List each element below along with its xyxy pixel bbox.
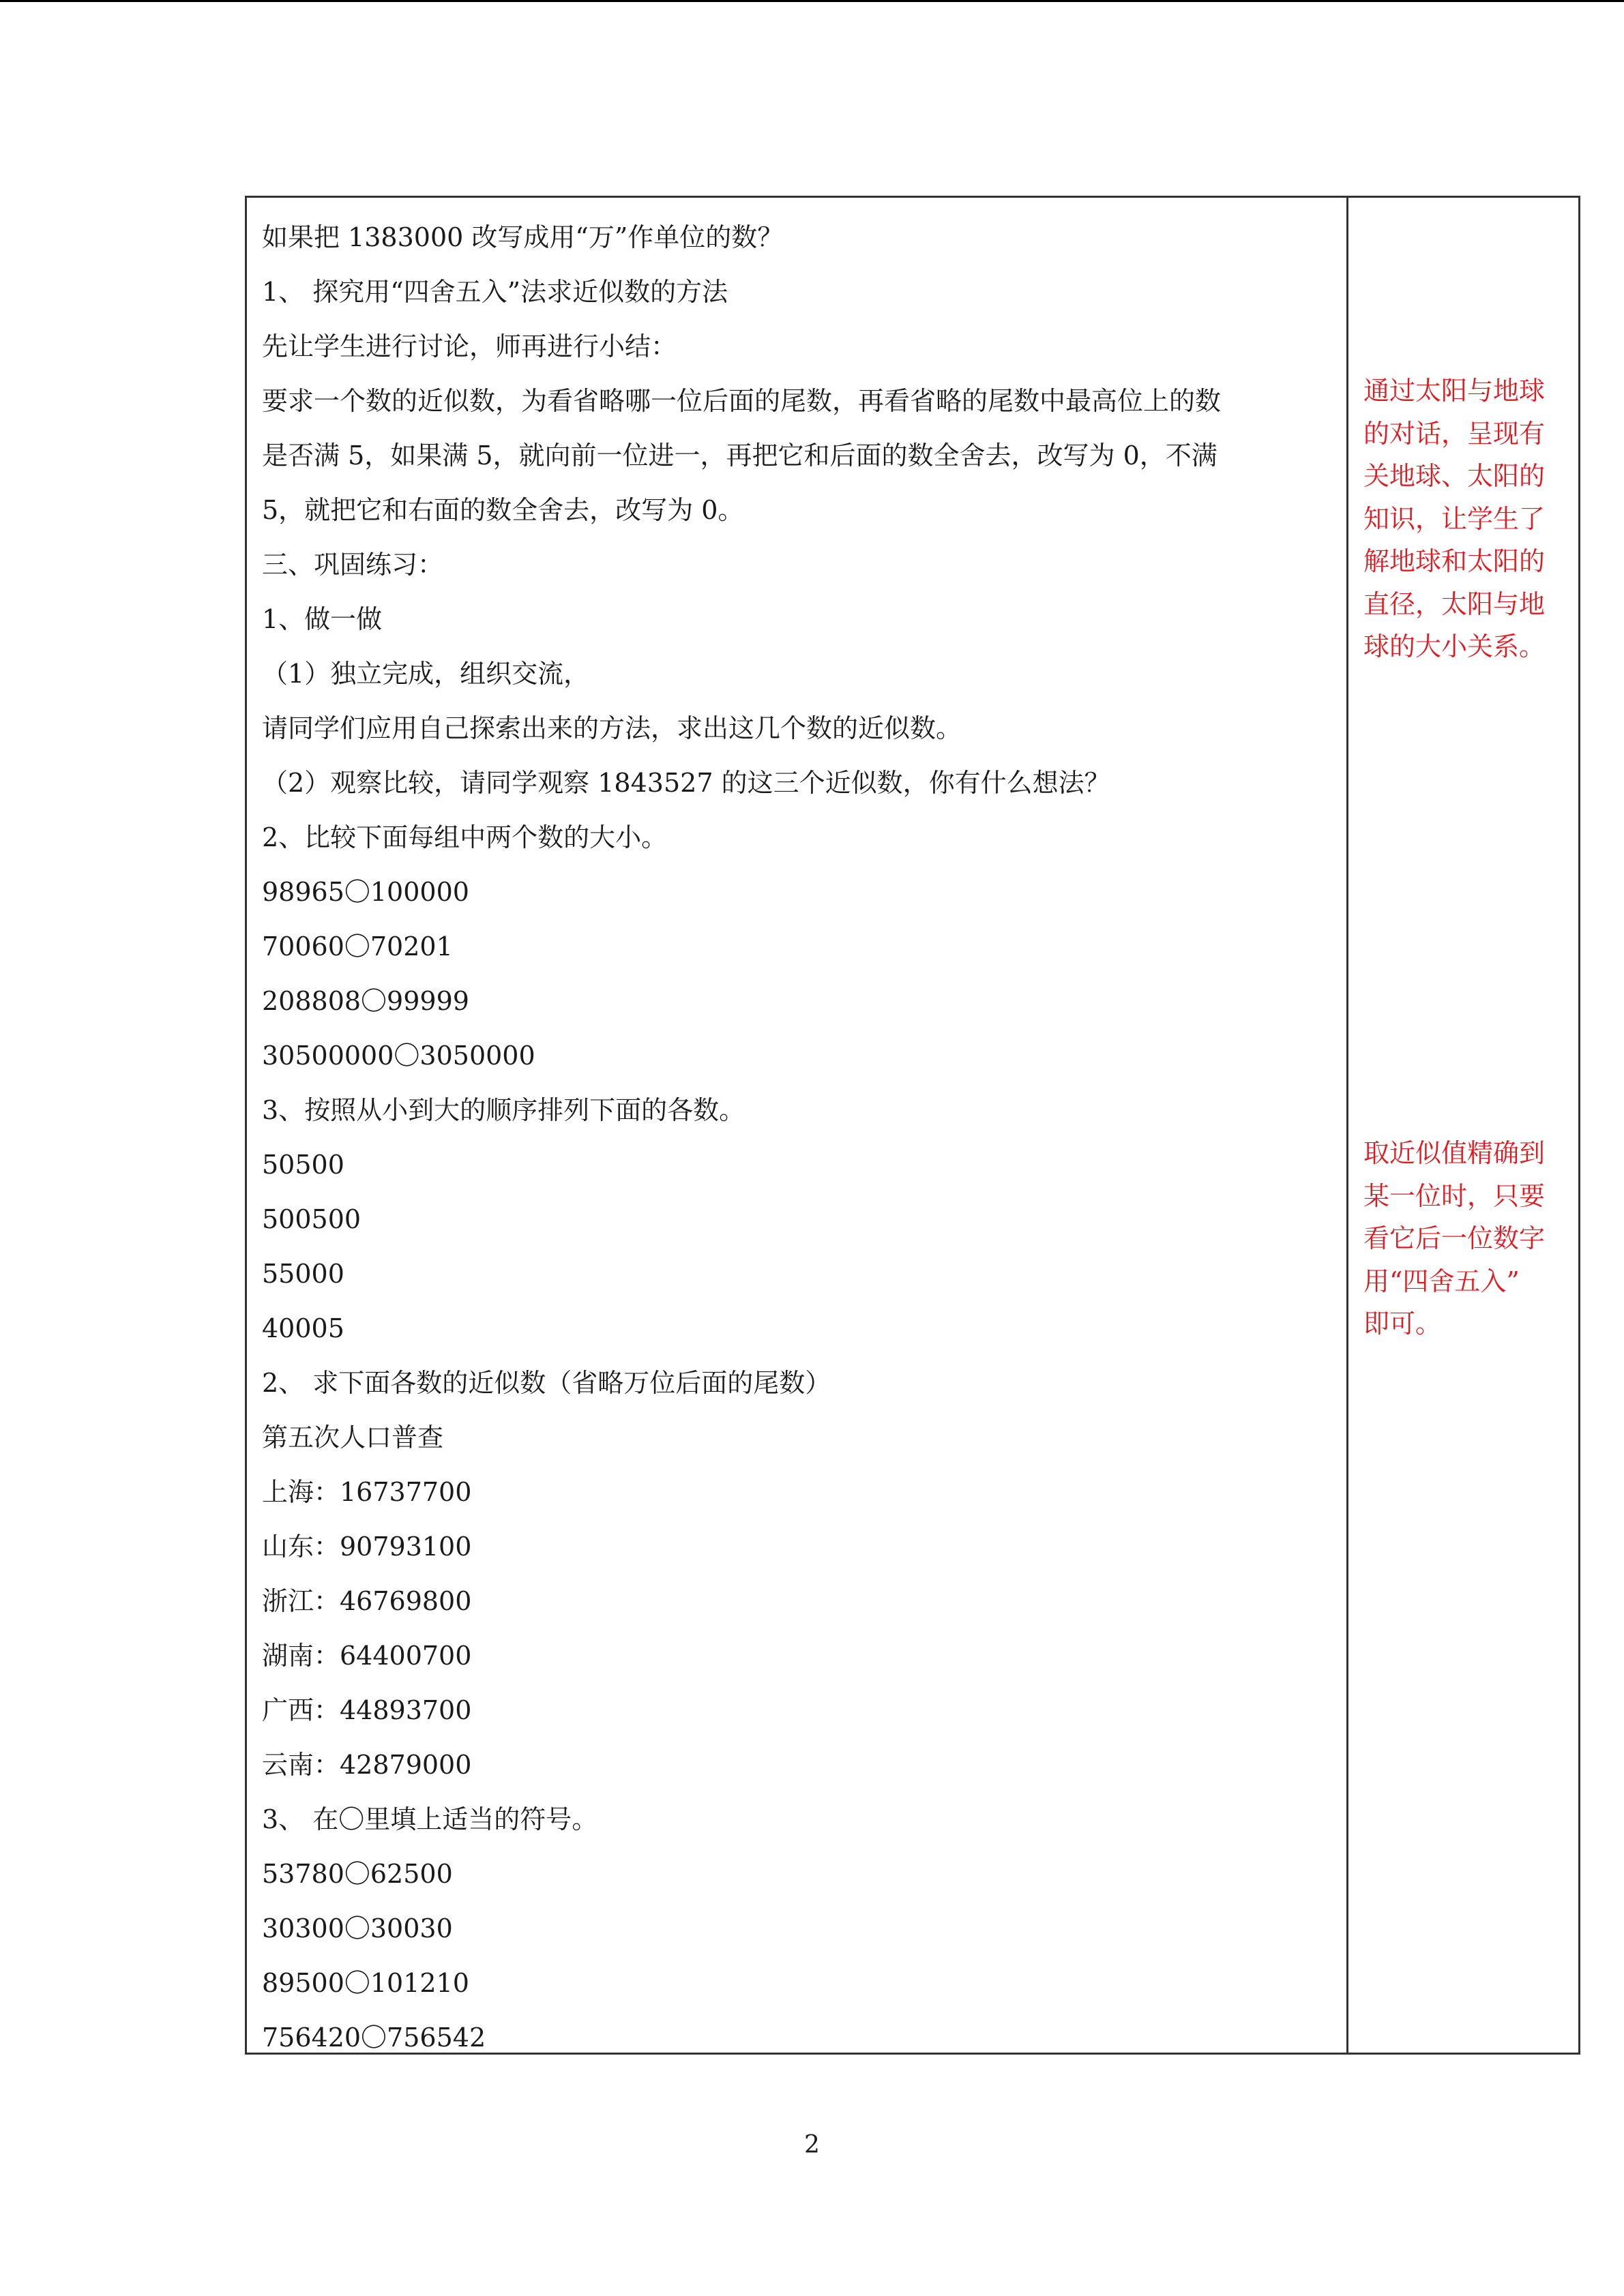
exercise-heading: 2、比较下面每组中两个数的大小。 [262,822,668,852]
comparison-item: 98965〇100000 [262,877,469,907]
text-line: 1、 探究用“四舍五入”法求近似数的方法 [262,277,728,307]
text-line: 5，就把它和右面的数全舍去，改写为 0。 [262,495,744,525]
note-line: 知识，让学生了 [1363,503,1546,534]
text-line: （2）观察比较，请同学观察 1843527 的这三个近似数，你有什么想法？ [262,768,1110,798]
text-line: （1）独立完成，组织交流， [262,659,590,689]
main-content-column [247,198,1348,2053]
census-item: 上海：16737700 [262,1477,472,1507]
text-line: 先让学生进行讨论，师再进行小结： [262,331,677,361]
text-line: 第五次人口普查 [262,1422,444,1452]
note-line: 球的大小关系。 [1363,631,1546,661]
teaching-note [1363,1132,1568,1345]
note-line: 看它后一位数字 [1363,1223,1546,1253]
text-line: 要求一个数的近似数，为看省略哪一位后面的尾数，再看省略的尾数中最高位上的数 [262,386,1222,416]
comparison-item: 756420〇756542 [262,2023,486,2053]
top-rule [0,0,1624,2]
census-item: 浙江：46769800 [262,1586,472,1616]
number-item: 40005 [262,1313,344,1343]
comparison-item: 70060〇70201 [262,931,453,961]
teaching-note [1363,370,1568,668]
number-item: 50500 [262,1150,344,1180]
comparison-item: 208808〇99999 [262,986,469,1016]
comparison-item: 30500000〇3050000 [262,1041,535,1071]
census-item: 云南：42879000 [262,1750,472,1780]
note-line: 用“四舍五入” [1363,1266,1520,1296]
number-item: 55000 [262,1259,344,1289]
text-line: 如果把 1383000 改写成用“万”作单位的数？ [262,222,784,252]
text-line: 1、做一做 [262,604,383,634]
note-line: 直径，太阳与地 [1363,588,1546,619]
number-item: 500500 [262,1204,361,1234]
note-line: 关地球、太阳的 [1363,461,1546,491]
census-item: 山东：90793100 [262,1532,472,1562]
note-line: 解地球和太阳的 [1363,546,1546,576]
note-line: 取近似值精确到 [1363,1138,1546,1168]
census-item: 广西：44893700 [262,1695,472,1725]
text-line: 请同学们应用自己探索出来的方法，求出这几个数的近似数。 [262,713,962,743]
lesson-table [245,196,1580,2055]
note-line: 即可。 [1363,1309,1442,1339]
comparison-item: 30300〇30030 [262,1913,453,1943]
notes-column [1348,198,1578,2053]
exercise-heading: 2、 求下面各数的近似数（省略万位后面的尾数） [262,1368,831,1398]
page-number: 2 [804,2131,820,2159]
note-line: 通过太阳与地球 [1363,376,1546,406]
note-line: 的对话，呈现有 [1363,418,1546,449]
section-heading: 三、巩固练习： [262,550,444,580]
note-line: 某一位时，只要 [1363,1180,1546,1211]
exercise-heading: 3、按照从小到大的顺序排列下面的各数。 [262,1095,745,1125]
comparison-item: 53780〇62500 [262,1859,453,1889]
text-line: 是否满 5，如果满 5，就向前一位进一，再把它和后面的数全舍去，改写为 0，不满 [262,441,1217,471]
census-item: 湖南：64400700 [262,1641,472,1671]
exercise-heading: 3、 在〇里填上适当的符号。 [262,1804,598,1834]
comparison-item: 89500〇101210 [262,1968,469,1998]
